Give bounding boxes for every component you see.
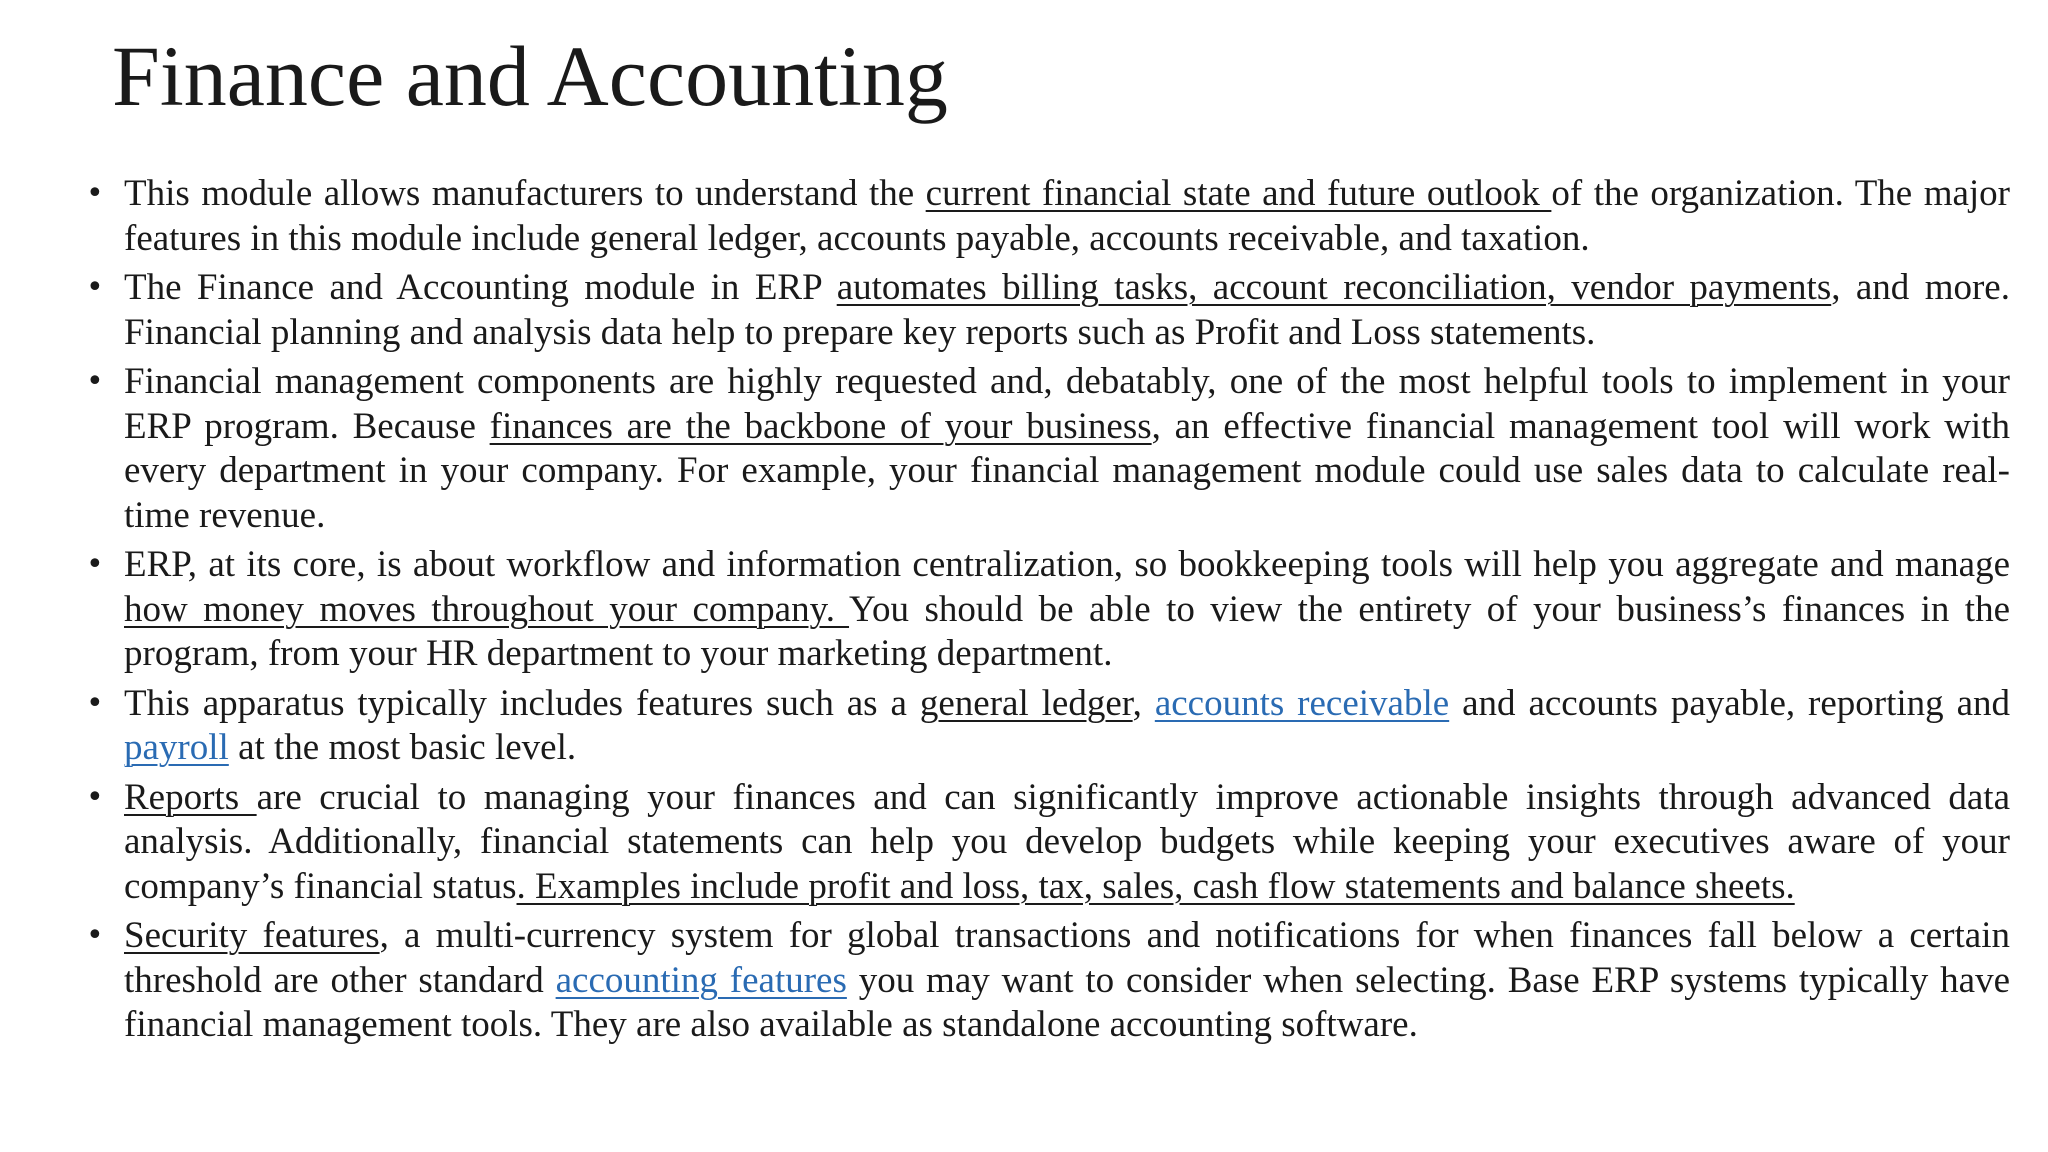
accounting-features-link[interactable]: accounting features <box>555 959 847 1001</box>
bullet-item-security-features <box>86 914 2010 1048</box>
accounts-receivable-link[interactable]: accounts receivable <box>1154 682 1450 724</box>
bullet-text: This module allows manufacturers to understand the <box>124 173 926 214</box>
bullet-list <box>86 172 2010 1053</box>
bullet-text: and accounts payable, reporting and <box>1449 682 2011 724</box>
bullet-text: This apparatus typically includes features such as a <box>124 682 920 724</box>
bullet-marker: • <box>86 176 104 211</box>
underlined-text: how money moves throughout your company. <box>124 588 850 630</box>
bullet-marker: • <box>86 685 104 721</box>
bullet-text: of the organization. The major features in this module include general ledger, accounts payable, accounts receivable, and taxation. <box>124 173 2011 259</box>
bullet-item-reports <box>86 776 2010 910</box>
bullet-text: are crucial to managing your finances and can significantly improve actionable insights through advanced data analysis. Additionally, financial statements can help you develop budgets while keeping your executives aware of your company’s financial status <box>124 776 2011 907</box>
bullet-marker: • <box>86 779 104 815</box>
underlined-text: Security features <box>124 915 380 956</box>
bullet-marker: • <box>86 270 104 305</box>
bullet-text: Financial management components are highly requested and, debatably, one of the most helpful tools to implement in your ERP program. Because <box>124 361 2010 447</box>
underlined-text: finances are the backbone of your business <box>489 405 1152 447</box>
bullet-item-erp-core <box>86 543 2010 677</box>
bullet-item-financial-management <box>86 360 2010 538</box>
bullet-text: at the most basic level. <box>228 727 577 768</box>
underlined-text: general ledger <box>919 682 1133 724</box>
bullet-item-apparatus-features <box>86 682 2010 771</box>
bullet-marker: • <box>86 547 104 582</box>
bullet-marker: • <box>86 364 104 399</box>
bullet-text: , an effective financial management tool will work with every department in your company. For example, your financial management module could use sales data to calculate real-time revenue. <box>124 405 2010 536</box>
underlined-text: Reports <box>124 776 257 818</box>
bullet-text: The Finance and Accounting module in ERP <box>124 267 837 308</box>
bullet-item-module-overview <box>86 172 2010 261</box>
bullet-text: you may want to consider when selecting. Base ERP systems typically have financial management tools. They are also available as standalone accounting software. <box>124 959 2010 1045</box>
bullet-text: , and more. Financial planning and analysis data help to prepare key reports such as Profit and Loss statements. <box>124 267 2010 353</box>
bullet-marker: • <box>86 918 104 953</box>
payroll-link[interactable]: payroll <box>124 727 229 768</box>
bullet-text: You should be able to view the entirety of your business’s finances in the program, from your HR department to your marketing department. <box>124 588 2011 674</box>
bullet-item-erp-automation <box>86 266 2010 355</box>
bullet-text: ERP, at its core, is about workflow and information centralization, so bookkeeping tools will help you aggregate and manage <box>124 544 2010 585</box>
underlined-text: . Examples include profit and loss, tax, sales, cash flow statements and balance sheets. <box>516 865 1795 907</box>
underlined-text: automates billing tasks, account reconciliation, vendor payments <box>836 267 1832 308</box>
bullet-text: , a multi-currency system for global transactions and notifications for when finances fall below a certain threshold are other standard <box>124 915 2010 1001</box>
slide-title: Finance and Accounting <box>112 28 948 124</box>
underlined-text: current financial state and future outlook <box>925 173 1552 214</box>
bullet-text: , <box>1132 682 1155 724</box>
